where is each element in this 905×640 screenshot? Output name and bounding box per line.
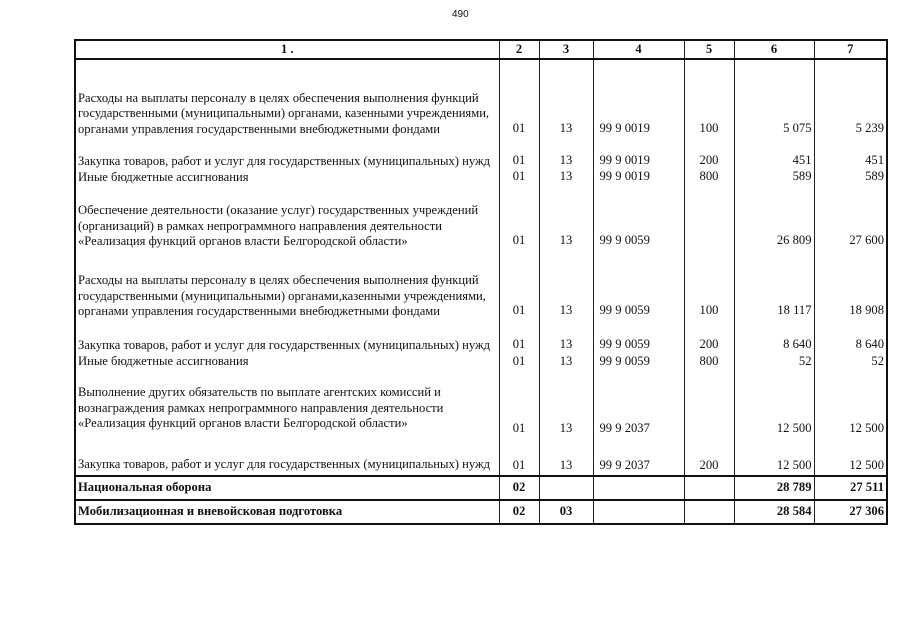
col-header: 2 — [499, 40, 539, 59]
col-header: 5 — [684, 40, 734, 59]
table-row — [75, 59, 887, 137]
amount-year-2: 27 306 — [814, 500, 887, 524]
col-header: 3 — [539, 40, 593, 59]
target-article — [593, 500, 684, 524]
row-name: Закупка товаров, работ и услуг для государственных (муниципальных) нужд — [75, 320, 499, 354]
amount-year-2: 18 908 — [814, 250, 887, 320]
col-header: 4 — [593, 40, 684, 59]
expense-type: 200 — [684, 137, 734, 169]
expense-type: 200 — [684, 320, 734, 354]
section-code: 01 — [499, 59, 539, 137]
amount-year-2: 8 640 — [814, 320, 887, 354]
subsection-code: 13 — [539, 169, 593, 186]
target-article: 99 9 2037 — [593, 438, 684, 476]
section-code: 01 — [499, 374, 539, 438]
section-code: 01 — [499, 186, 539, 250]
expense-type: 200 — [684, 438, 734, 476]
table-row — [75, 137, 887, 169]
amount-year-2: 5 239 — [814, 59, 887, 137]
amount-year-2: 52 — [814, 354, 887, 374]
row-name: Обеспечение деятельности (оказание услуг) государственных учреждений (организаций) в рамках непрограммного направления деятельности «Реализация функций органов власти Белгородской области» — [75, 186, 499, 250]
section-code: 01 — [499, 438, 539, 476]
section-code: 02 — [499, 476, 539, 500]
subsection-code: 13 — [539, 374, 593, 438]
row-name: Расходы на выплаты персоналу в целях обеспечения выполнения функций государственными (муниципальными) органами,казенными учреждениями, органами управления государственными внебюджетными фондами — [75, 250, 499, 320]
target-article: 99 9 0059 — [593, 250, 684, 320]
total-name: Мобилизационная и вневойсковая подготовка — [75, 500, 499, 524]
expense-type — [684, 476, 734, 500]
row-name: Закупка товаров, работ и услуг для государственных (муниципальных) нужд — [75, 438, 499, 476]
amount-year-1: 28 584 — [734, 500, 814, 524]
expense-type — [684, 374, 734, 438]
page-number: 490 — [452, 9, 469, 20]
amount-year-1: 589 — [734, 169, 814, 186]
subsection-code: 13 — [539, 59, 593, 137]
section-code: 01 — [499, 137, 539, 169]
row-name: Иные бюджетные ассигнования — [75, 169, 499, 186]
target-article: 99 9 0059 — [593, 320, 684, 354]
header-row — [75, 40, 887, 59]
table-row — [75, 438, 887, 476]
col-header: 6 — [734, 40, 814, 59]
table-row — [75, 169, 887, 186]
amount-year-1: 26 809 — [734, 186, 814, 250]
amount-year-1: 451 — [734, 137, 814, 169]
row-name — [75, 374, 499, 438]
row-name-text: Выполнение других обязательств по выплате агентских комиссий и вознаграждения рамках непрограммного направления деятельности «Реализация функций органов власти Белгородской области» — [78, 385, 444, 430]
table-row — [75, 374, 887, 438]
table-row — [75, 250, 887, 320]
row-name: Расходы на выплаты персоналу в целях обеспечения выполнения функций государственными (муниципальными) органами, казенными учреждениями, органами управления государственными внебюджетными фондами — [75, 59, 499, 137]
expense-type: 100 — [684, 59, 734, 137]
amount-year-2: 27 511 — [814, 476, 887, 500]
subsection-code: 13 — [539, 186, 593, 250]
amount-year-1: 12 500 — [734, 374, 814, 438]
section-code: 02 — [499, 500, 539, 524]
col-header: 7 — [814, 40, 887, 59]
row-name: Иные бюджетные ассигнования — [75, 354, 499, 374]
subsection-code: 13 — [539, 438, 593, 476]
target-article: 99 9 2037 — [593, 374, 684, 438]
expense-type: 800 — [684, 354, 734, 374]
section-code: 01 — [499, 169, 539, 186]
target-article: 99 9 0019 — [593, 137, 684, 169]
section-code: 01 — [499, 250, 539, 320]
expense-type — [684, 500, 734, 524]
amount-year-1: 12 500 — [734, 438, 814, 476]
target-article: 99 9 0019 — [593, 169, 684, 186]
table-row — [75, 320, 887, 354]
row-name: Закупка товаров, работ и услуг для государственных (муниципальных) нужд — [75, 137, 499, 169]
target-article: 99 9 0059 — [593, 354, 684, 374]
amount-year-2: 589 — [814, 169, 887, 186]
section-code: 01 — [499, 320, 539, 354]
col-header: 1 . — [75, 40, 499, 59]
expense-type: 100 — [684, 250, 734, 320]
expense-type: 800 — [684, 169, 734, 186]
table-row — [75, 186, 887, 250]
amount-year-1: 8 640 — [734, 320, 814, 354]
expense-type — [684, 186, 734, 250]
target-article: 99 9 0019 — [593, 59, 684, 137]
subsection-code: 13 — [539, 250, 593, 320]
subsection-code — [539, 476, 593, 500]
target-article: 99 9 0059 — [593, 186, 684, 250]
total-name: Национальная оборона — [75, 476, 499, 500]
amount-year-2: 12 500 — [814, 374, 887, 438]
amount-year-1: 28 789 — [734, 476, 814, 500]
subsection-code: 13 — [539, 354, 593, 374]
amount-year-1: 5 075 — [734, 59, 814, 137]
total-row — [75, 476, 887, 500]
subsection-code: 13 — [539, 320, 593, 354]
subsection-code: 03 — [539, 500, 593, 524]
amount-year-2: 12 500 — [814, 438, 887, 476]
amount-year-2: 27 600 — [814, 186, 887, 250]
amount-year-1: 18 117 — [734, 250, 814, 320]
section-code: 01 — [499, 354, 539, 374]
table-row — [75, 354, 887, 374]
amount-year-1: 52 — [734, 354, 814, 374]
amount-year-2: 451 — [814, 137, 887, 169]
total-row — [75, 500, 887, 524]
budget-table — [74, 39, 888, 525]
target-article — [593, 476, 684, 500]
subsection-code: 13 — [539, 137, 593, 169]
